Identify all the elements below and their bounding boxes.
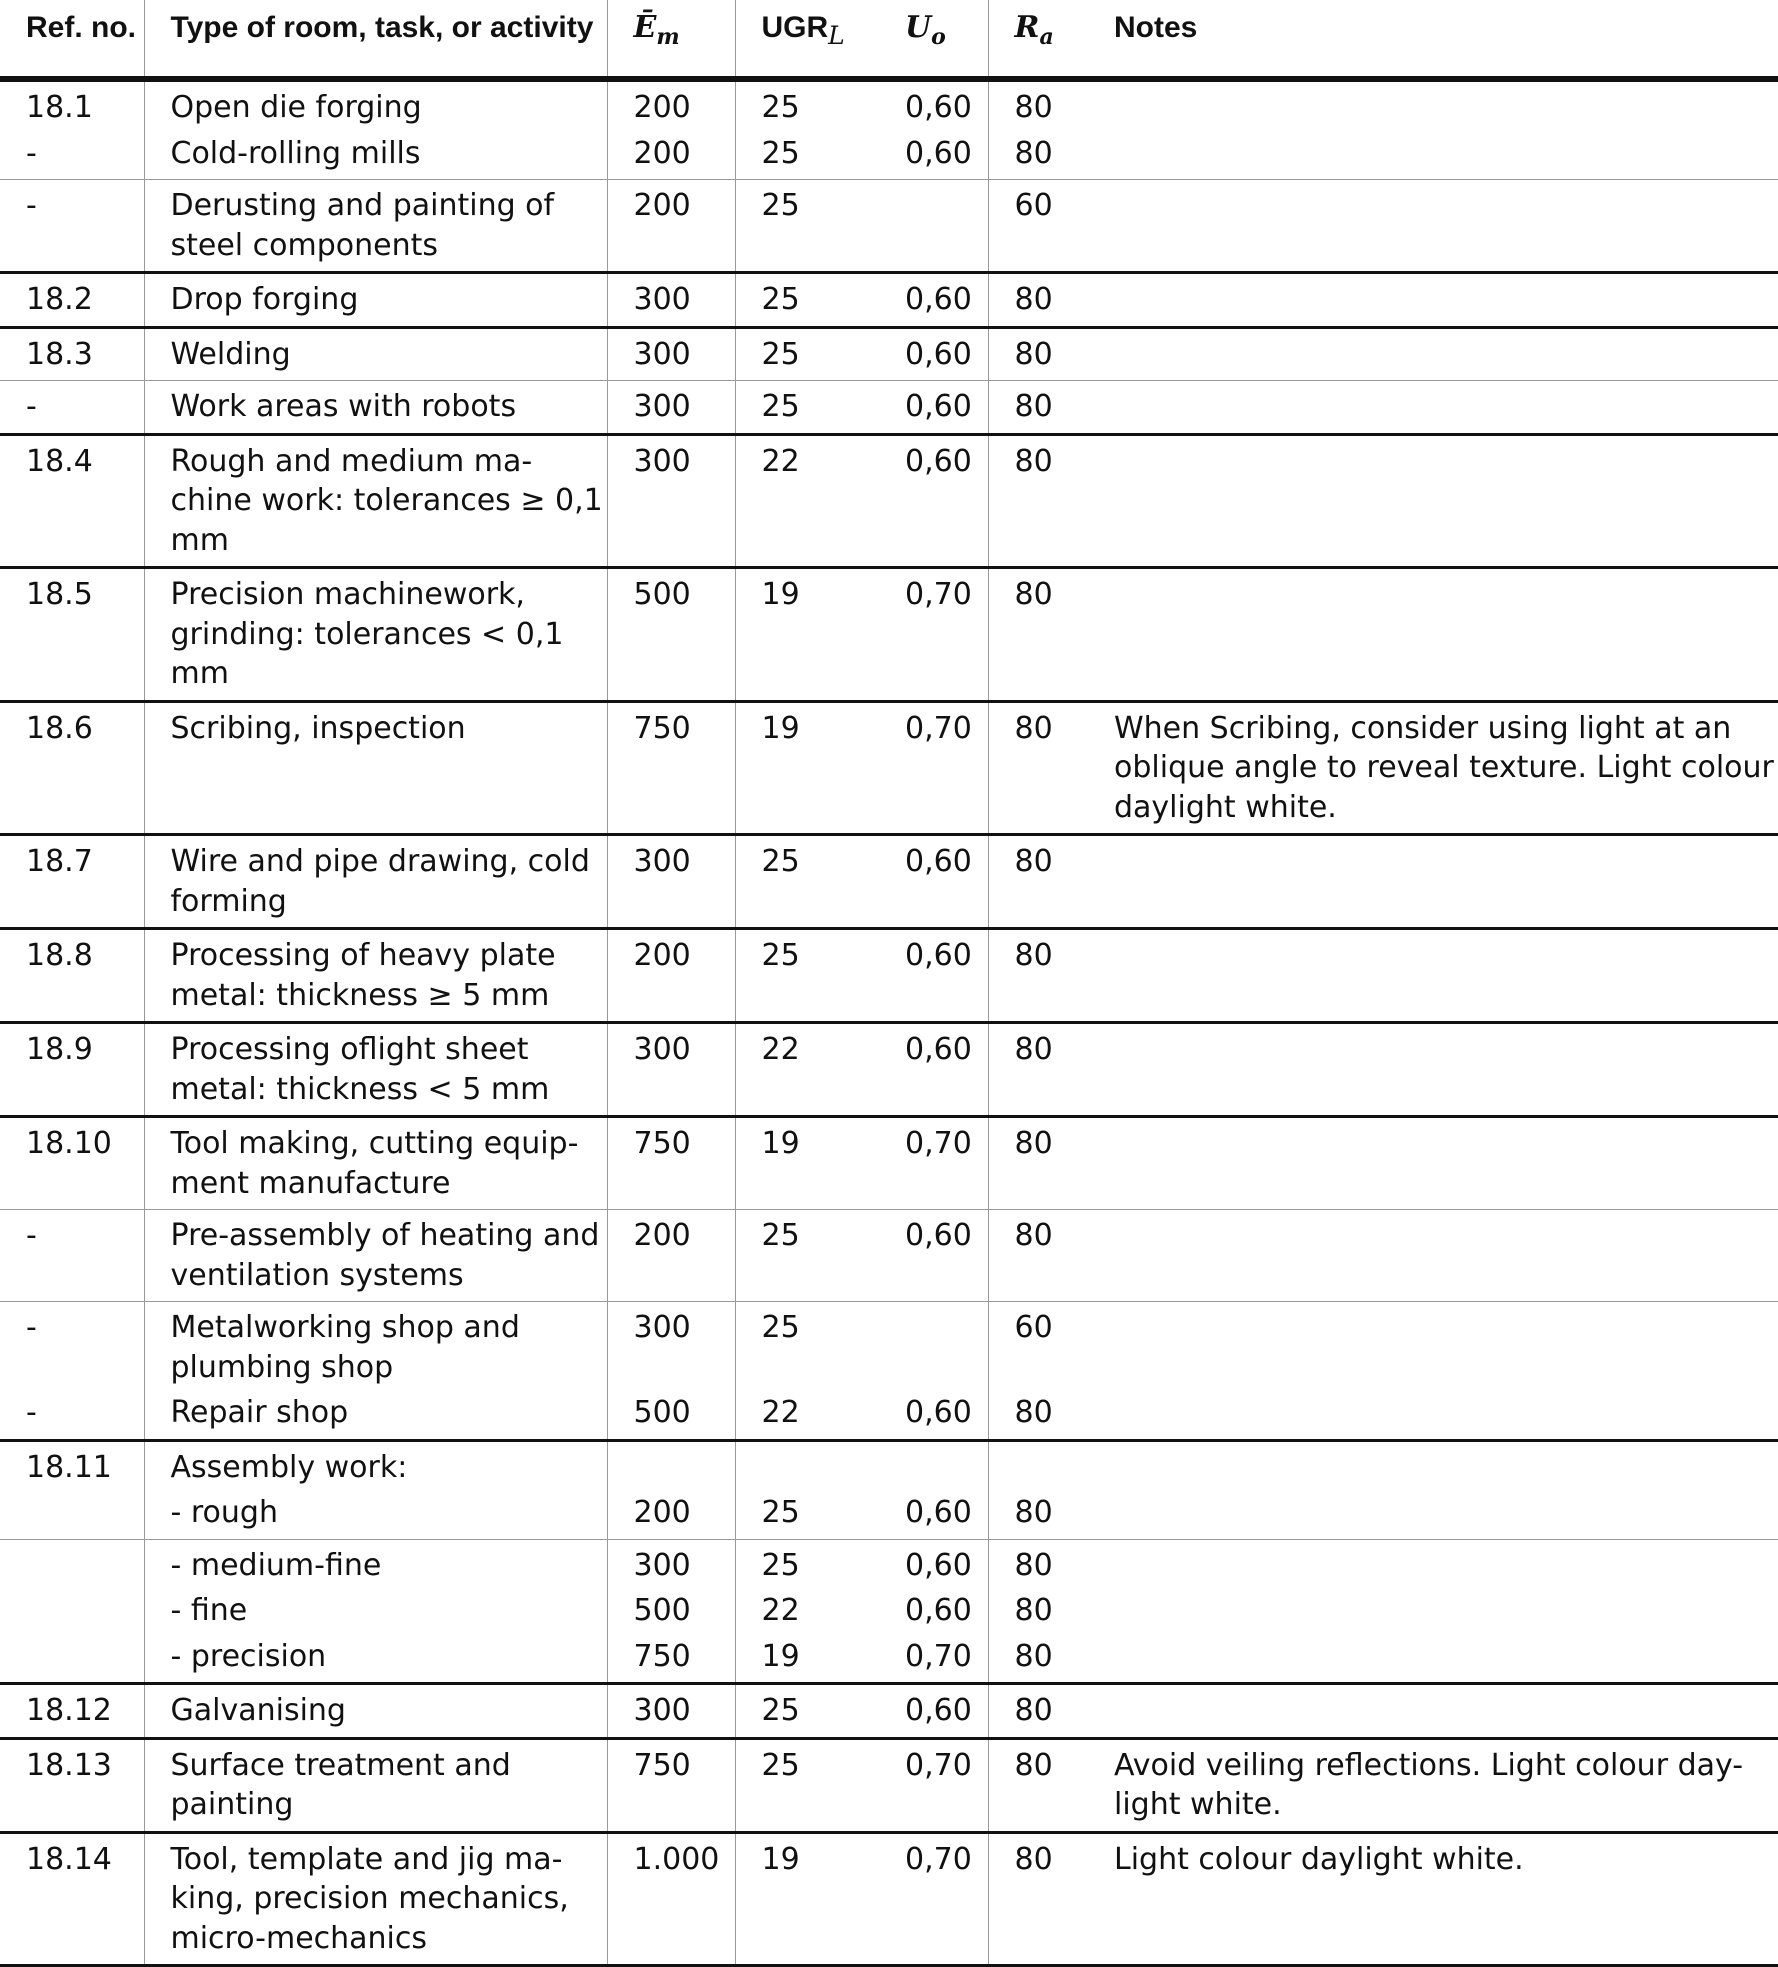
illuminance-cell: 200 [607,1493,735,1539]
ugr-cell: 25 [761,336,800,372]
ref-cell [0,1493,144,1539]
table-row [0,1539,1778,1591]
uniformity-cell: 0,70 [879,568,988,702]
ugr-cell: 19 [761,1126,800,1161]
ugr-cell: 22 [761,1593,800,1628]
ref-cell: 18.7 [0,835,144,929]
uniformity-cell: 0,60 [879,1539,988,1591]
uniformity-cell: 0,60 [879,1493,988,1539]
ugr-cell: 25 [761,282,800,317]
colour-rendering-cell: 80 [1014,1747,1053,1783]
table-row [0,1591,1778,1637]
activity-cell: Rough and medium ma-chine work: tolerances ≥ 0,1 mm [144,434,607,568]
illuminance-cell: 200 [607,134,735,180]
activity-cell: Tool, template and jig ma-king, precision mechanics, micro-mechanics [144,1832,607,1966]
uniformity-cell: 0,70 [879,1738,988,1832]
illuminance-cell: 300 [607,835,735,929]
colour-rendering-cell: 80 [1014,1495,1053,1530]
uniformity-cell: 0,70 [879,1832,988,1966]
table-row [0,1302,1778,1394]
ref-cell: 18.3 [0,327,144,381]
ref-cell: 18.13 [0,1738,144,1832]
notes-cell [1088,1591,1778,1637]
illuminance-cell: 750 [607,701,735,835]
ref-cell: 18.11 [0,1440,144,1493]
ref-cell [0,1591,144,1637]
ugr-cell: 25 [761,1693,800,1728]
activity-cell: Repair shop [144,1393,607,1440]
notes-cell [1088,1539,1778,1591]
notes-cell [1088,434,1778,568]
ugr-cell: 25 [761,389,800,424]
colour-rendering-cell: 80 [1014,135,1053,171]
activity-cell: Wire and pipe drawing, cold forming [144,835,607,929]
ref-cell: 18.12 [0,1684,144,1739]
ref-cell: 18.9 [0,1023,144,1117]
ugr-cell: 25 [761,135,800,171]
notes-cell [1088,1210,1778,1302]
table-row [0,1832,1778,1966]
uniformity-cell: 0,60 [879,1591,988,1637]
ref-cell: - [0,134,144,180]
table-row [0,1023,1778,1117]
activity-cell: Galvanising [144,1684,607,1739]
header-type-of-room: Type of room, task, or activity [144,0,607,79]
notes-cell [1088,1393,1778,1440]
colour-rendering-cell: 80 [1014,938,1053,973]
uniformity-cell: 0,60 [879,273,988,328]
activity-cell: Derusting and painting of steel components [144,180,607,273]
ugr-cell: 19 [761,710,800,746]
notes-cell: When Scribing, consider using light at an oblique angle to reveal texture. Light colour daylight white. [1114,710,1774,825]
uniformity-cell [879,1440,988,1493]
notes-cell [1088,381,1778,435]
activity-cell: Metalworking shop and plumbing shop [144,1302,607,1394]
header-maintained-illuminance: $Ē_m$ [607,0,735,79]
header-ugr-limit: $UGR_L$ [761,11,845,50]
colour-rendering-cell: 80 [1014,844,1053,879]
colour-rendering-cell: 80 [1014,282,1053,317]
table-row [0,568,1778,702]
table-row [0,327,1778,381]
illuminance-cell: 750 [607,1738,735,1832]
uniformity-cell: 0,70 [879,701,988,835]
activity-cell: - medium-fine [144,1539,607,1591]
table-row [0,835,1778,929]
ref-cell: 18.1 [0,79,144,134]
colour-rendering-cell: 80 [1014,1841,1053,1877]
ugr-cell: 22 [761,1395,800,1430]
illuminance-cell: 300 [607,327,735,381]
table-row [0,1393,1778,1440]
colour-rendering-cell: 80 [1014,443,1053,479]
ugr-cell: 25 [761,1495,800,1530]
table-row [0,1493,1778,1539]
table-row [0,1210,1778,1302]
ugr-cell: 25 [761,1547,800,1583]
ref-cell [0,1539,144,1591]
activity-cell: - fine [144,1591,607,1637]
notes-cell: Light colour daylight white. [1114,1841,1524,1877]
table-row [0,1440,1778,1493]
ugr-cell: 25 [761,90,800,125]
illuminance-cell: 500 [607,1393,735,1440]
notes-cell [1088,1637,1778,1684]
ugr-cell: 25 [761,188,800,223]
ref-cell: 18.8 [0,929,144,1023]
illuminance-cell: 200 [607,180,735,273]
header-ref-no: Ref. no. [0,0,144,79]
table-row [0,134,1778,180]
ref-cell: 18.4 [0,434,144,568]
colour-rendering-cell [988,1440,1088,1493]
colour-rendering-cell: 80 [1014,1395,1053,1430]
colour-rendering-cell: 80 [1014,389,1053,424]
ugr-cell: 22 [761,1032,800,1067]
uniformity-cell [879,180,988,273]
illuminance-cell: 300 [607,434,735,568]
ugr-cell: 25 [761,844,800,879]
illuminance-cell: 200 [607,79,735,134]
illuminance-cell: 750 [607,1117,735,1210]
activity-cell: Assembly work: [144,1440,607,1493]
illuminance-cell: 300 [607,1302,735,1394]
illuminance-cell: 500 [607,568,735,702]
illuminance-cell: 300 [607,1684,735,1739]
uniformity-cell: 0,60 [879,835,988,929]
uniformity-cell: 0,60 [879,1684,988,1739]
uniformity-cell: 0,60 [879,79,988,134]
illuminance-cell: 300 [607,1539,735,1591]
activity-cell: Welding [144,327,607,381]
illuminance-cell: 500 [607,1591,735,1637]
ugr-cell: 25 [761,1747,800,1783]
table-row [0,381,1778,435]
notes-cell [1088,1684,1778,1739]
notes-cell [1088,180,1778,273]
activity-cell: Surface treatment and painting [144,1738,607,1832]
activity-cell: Processing oflight sheet metal: thickness < 5 mm [144,1023,607,1117]
table-row [0,1117,1778,1210]
colour-rendering-cell: 80 [1014,710,1053,746]
ref-cell: 18.2 [0,273,144,328]
notes-cell [1088,1117,1778,1210]
activity-cell: Scribing, inspection [144,701,607,835]
activity-cell: - precision [144,1637,607,1684]
ugr-cell: 19 [761,577,800,612]
uniformity-cell: 0,60 [879,929,988,1023]
colour-rendering-cell: 80 [1014,336,1053,372]
notes-cell [1088,327,1778,381]
uniformity-cell: 0,60 [879,1210,988,1302]
header-colour-rendering: $R_a$ [1014,10,1054,50]
ugr-cell: 19 [761,1638,800,1674]
colour-rendering-cell: 80 [1014,577,1053,612]
colour-rendering-cell: 80 [1014,1126,1053,1161]
uniformity-cell: 0,60 [879,327,988,381]
table-body [0,79,1778,1966]
notes-cell [1088,1493,1778,1539]
table-row [0,1684,1778,1739]
ugr-cell: 25 [761,1310,800,1345]
ugr-cell: 22 [761,443,800,479]
uniformity-cell: 0,60 [879,1393,988,1440]
ref-cell: - [0,1302,144,1394]
colour-rendering-cell: 80 [1014,1593,1053,1628]
table-row [0,79,1778,134]
colour-rendering-cell: 80 [1014,1032,1053,1067]
header-uniformity: $U_o$ [879,0,988,79]
notes-cell [1088,1440,1778,1493]
notes-cell [1088,79,1778,134]
table-row [0,1637,1778,1684]
activity-cell: Work areas with robots [144,381,607,435]
table-row [0,434,1778,568]
ref-cell: - [0,381,144,435]
ref-cell [0,1637,144,1684]
ugr-cell [735,1440,879,1493]
table-row [0,180,1778,273]
illuminance-cell: 750 [607,1637,735,1684]
colour-rendering-cell: 80 [1014,1547,1053,1583]
illuminance-cell: 300 [607,1023,735,1117]
activity-cell: Precision machinework, grinding: tolerances < 0,1 mm [144,568,607,702]
uniformity-cell: 0,70 [879,1117,988,1210]
notes-cell [1088,835,1778,929]
ugr-cell: 25 [761,938,800,973]
uniformity-cell: 0,60 [879,134,988,180]
notes-cell [1088,1023,1778,1117]
ref-cell: 18.14 [0,1832,144,1966]
notes-cell: Avoid veiling reflections. Light colour day-light white. [1114,1747,1744,1822]
activity-cell: Open die forging [144,79,607,134]
table-header-row [0,0,1778,79]
uniformity-cell: 0,60 [879,1023,988,1117]
activity-cell: Processing of heavy plate metal: thickness ≥ 5 mm [144,929,607,1023]
uniformity-cell: 0,70 [879,1637,988,1684]
ref-cell: - [0,1210,144,1302]
illuminance-cell: 1.000 [607,1832,735,1966]
activity-cell: Tool making, cutting equip-ment manufacture [144,1117,607,1210]
notes-cell [1088,568,1778,702]
uniformity-cell [879,1302,988,1394]
notes-cell [1088,273,1778,328]
illuminance-cell: 300 [607,381,735,435]
notes-cell [1088,929,1778,1023]
ref-cell: 18.6 [0,701,144,835]
illuminance-cell: 300 [607,273,735,328]
colour-rendering-cell: 80 [1014,1693,1053,1728]
ref-cell: - [0,1393,144,1440]
table-row [0,273,1778,328]
colour-rendering-cell: 80 [1014,1218,1053,1253]
ugr-cell: 25 [761,1218,800,1253]
ref-cell: 18.10 [0,1117,144,1210]
ugr-cell: 19 [761,1841,800,1877]
table-row [0,701,1778,835]
activity-cell: Pre-assembly of heating and ventilation systems [144,1210,607,1302]
ref-cell: - [0,180,144,273]
colour-rendering-cell: 60 [1014,1310,1053,1345]
illuminance-cell: 200 [607,1210,735,1302]
notes-cell [1088,1302,1778,1394]
activity-cell: - rough [144,1493,607,1539]
table-row [0,929,1778,1023]
activity-cell: Drop forging [144,273,607,328]
illuminance-cell [607,1440,735,1493]
uniformity-cell: 0,60 [879,434,988,568]
illuminance-cell: 200 [607,929,735,1023]
table-row [0,1738,1778,1832]
uniformity-cell: 0,60 [879,381,988,435]
notes-cell [1088,134,1778,180]
header-notes: Notes [1114,11,1198,44]
ref-cell: 18.5 [0,568,144,702]
activity-cell: Cold-rolling mills [144,134,607,180]
colour-rendering-cell: 60 [1014,188,1053,223]
colour-rendering-cell: 80 [1014,90,1053,125]
colour-rendering-cell: 80 [1014,1638,1053,1674]
